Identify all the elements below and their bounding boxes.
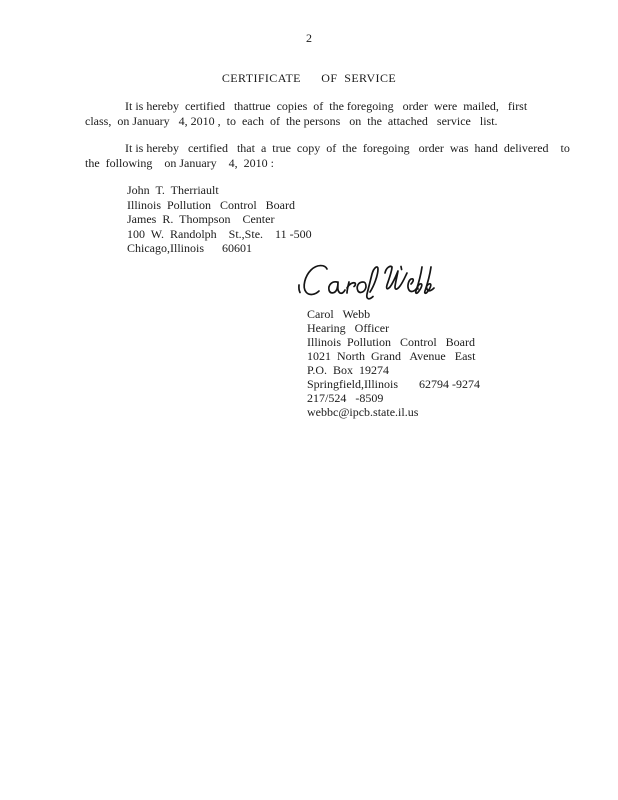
text-line: It is hereby certified thattrue copies of the foregoing order were mailed, first: [125, 99, 528, 113]
document-title: CERTIFICATE OF SERVICE: [221, 71, 397, 85]
signer-title: Hearing Officer: [307, 321, 390, 335]
signer-city-state-zip: Springfield,Illinois 62794 -9274: [307, 377, 480, 391]
signer-phone: 217/524 -8509: [307, 391, 384, 405]
text-line: It is hereby certified that a true copy of the foregoing order was hand delivered to: [125, 141, 570, 155]
signer-details-block: [307, 307, 480, 419]
recipient-name: John T. Therriault: [127, 183, 219, 197]
recipient-building: James R. Thompson Center: [127, 212, 275, 227]
signer-name: Carol Webb: [307, 307, 371, 321]
text-line: the following on January 4, 2010 :: [85, 156, 274, 170]
signer-email: webbc@ipcb.state.il.us: [307, 405, 419, 419]
paragraph-hand-delivered-notice: [85, 141, 570, 171]
signer-street: 1021 North Grand Avenue East: [307, 349, 476, 363]
signature-ink-icon: [297, 261, 437, 303]
recipient-organization: Illinois Pollution Control Board: [127, 197, 296, 212]
paragraph-mailed-notice: [85, 99, 555, 129]
recipient-address-block: [127, 183, 312, 256]
signer-po-box: P.O. Box 19274: [307, 363, 390, 377]
text-line: class, on January 4, 2010 , to each of the persons on the attached service list.: [85, 114, 498, 128]
handwritten-signature-image: [297, 261, 437, 303]
page-number: 2: [306, 31, 312, 45]
recipient-street: 100 W. Randolph St.,Ste. 11 -500: [127, 226, 312, 241]
recipient-city-state-zip: Chicago,Illinois 60601: [127, 241, 252, 256]
signer-organization: Illinois Pollution Control Board: [307, 335, 476, 349]
